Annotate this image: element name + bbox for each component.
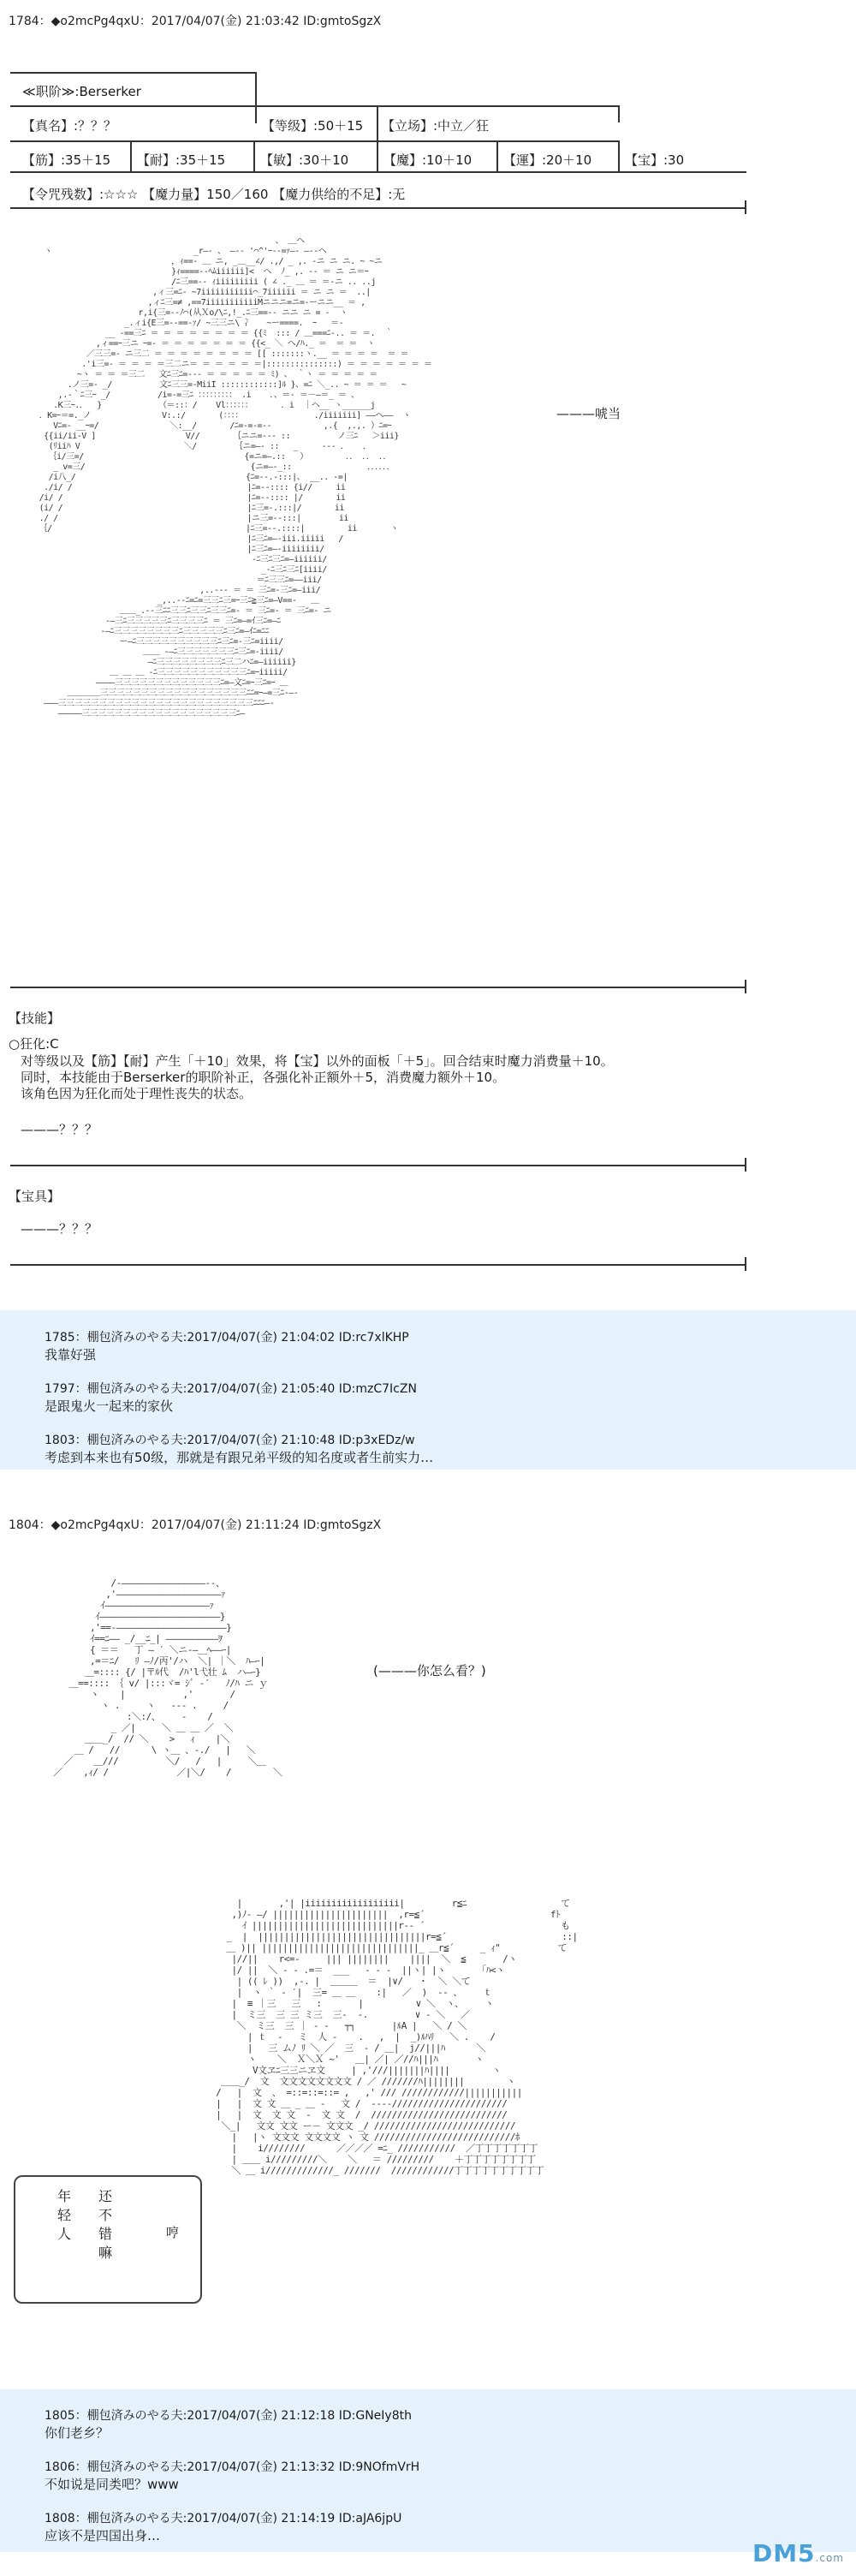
speech-bubble-question: (———你怎么看？)	[373, 1663, 486, 1679]
reply-header: 1806：棚包済みのやる夫:2017/04/07(金) 21:13:32 ID:9NOfmVrH	[45, 2460, 420, 2474]
speech-col-2: 还 不 错 嘛	[98, 2188, 112, 2261]
reply-text: 我靠好强	[45, 1347, 97, 1363]
command-seals: 【令咒残数】:☆☆☆ 【魔力量】150／160 【魔力供给的不足】:无	[22, 187, 406, 202]
reply-header: 1785：棚包済みのやる夫:2017/04/07(金) 21:04:02 ID:rc7xlKHP	[45, 1331, 409, 1345]
np-title: 【宝具】	[9, 1189, 61, 1204]
speech-sfx: ———唬当	[556, 406, 621, 421]
skill-desc-3: 该角色因为狂化而处于理性丧失的状态。	[21, 1086, 253, 1101]
stat-agi: 【敏】:30＋10	[260, 152, 349, 168]
skill-desc-1: 对等级以及【筋】【耐】产生「＋10」效果，将【宝】以外的面板「＋5」。回合结束时魔力消费量＋10。	[21, 1053, 614, 1069]
site-watermark: DM5.com	[752, 2539, 844, 2567]
stat-str: 【筋】:35＋15	[22, 152, 111, 168]
stat-mag: 【魔】:10＋10	[383, 152, 473, 168]
level-value: 【等级】:50＋15	[262, 118, 364, 134]
skill-unknown: ———？？？	[21, 1122, 98, 1137]
ascii-art-character: /‐――――――――――――――――-‐、 ,'――――――――――――――――――――ｧ ｲ――――――――――――――――――――ｧ ｲ―――――――――――――――――――――――} ,'==‐―――――――――――――――――――――} ｲ==ﾆ―― _/__ﾆ_| ――――――――――ｦ { ＝＝ 丁 ― ′ ＼ニ‐―＿ﾍ――ｰ| ,=＝ﾆ/ ﾘ ―ﾉ/丙'/ハ ＼| ｜＼ ﾊ―ｰ| ＿=:::: {/ |〒ﾙ代 /ﾊ'l弋壮 ﾑ ハ―ｰ} ＿==:::: ｛ v/ |:::ヾ= ｼﾞ ‐′ ﾉ/ﾊ ニ ｙ ヽ | ,' / ヽ . ヽ ‐‐‐ . / :＼:/、 ‐ / _ ／| ＼ ＿ ＿ ／ ＼ ＿＿_/ // ＼ > ｨ |＼ ＿ / // \ ヽ＿ 、‐./ | ＼ ／ ＿/// ＼/ / | ＼＿ ／ ,ｨ/ / ／|＼/ / ＼	[53, 1577, 282, 1778]
speech-col-1: 年 轻 人	[56, 2188, 71, 2242]
ascii-art-elder: | ,'| |iiiiiiiiiiiiiiiiii| r≦ﾆ て ,)ﾉ‐ ―/ |||||||||||||||||||||| ,r=≦´ fﾄ ｲ ||||||||||||||||||||||||||||r-‐ ´ も _ | ||||||||||||||||||||||||||||||||r=≦´ ::| ＿ )|| ||||||||||||||||||||||||||||||_ ＿r≦´ _ ｨ" て |//|| r<=- ||| |||||||| |||| ＼ ≦ /ヽ |/ || ＼ - ‐ .=＝ ___ ‐ - ‐ ||ヽ| |ヽ 「ﾊ<ヽ | (( ﾚ )) ,-. | ＿＿＿ ＝ |∨/ ・ ＼ ＼て | ヽ ｀ ‐ ′| 三= ＿ ＿ :| ／ ) -‐ 、 ｔ | ≡ ｜三 三 : | ∨ ＼ ヽ、 ヽ | ミ三 三 三 ミ三 三‐ ‐. ∨ ‐ ＼ ／ ＼ ミ三 三 ｜ - ‐ ┬┐ |ﾙA | ＼ / ＼ | ｔ ‐ ミ 人 ‐ . , | _)ﾙﾊﾘ ＼ . / | 三 ムﾉ ﾘ ＼ ／ 三 ‐ / ＿| j//|||ﾊ ＼ ヽ ＼ Ｘ＼Ｘ ~' ＿| ／| ／//ﾊ|||ﾊ ヽ V文ヱﾆ三三ニヱ文 | ,'///|||||||ﾊ|||| ヽ ＿＿_/ 文 文文文文文文文文 / ／ ///////ﾊ|||||||| ヽ / | 文 、 =::=::=::= , ,' /// ////////////||||||||||| | | 文 文 ＿ _ ＿ ‐ 文 / ‐‐‐‐////////////////////// | | 文 文 文 ‐ 文 文 / ////////////////////////// ＼_| 文文 文文 ー－ 文文文 _/ /////////////////////////// | |ヽ 文文文 文文文文 ヽ 文 ///////////////////////////ﾎ | i//////// ／／／／ =ﾆ_ /////////// ／丁丁丁丁丁丁丁 | ＿＿ i/////////＼ ＼ ＝ ///////// ＋丁丁丁丁丁丁丁丁 ＼ ＿ i/////////////_ /////// ////////////丁丁丁丁丁丁丁丁丁丁	[216, 1898, 578, 2176]
post-header: 1784：◆o2mcPg4qxU：2017/04/07(金) 21:03:42 ID:gmtoSgzX	[9, 15, 382, 28]
reply-text: 是跟鬼火一起来的家伙	[45, 1398, 174, 1414]
reply-header: 1805：棚包済みのやる夫:2017/04/07(金) 21:12:18 ID:GNeIy8th	[45, 2409, 412, 2423]
stat-np: 【宝】:30	[625, 152, 685, 168]
ascii-art-berserker: 、 ＿ヘ ヽ _r―‐ 、 ―‐‐ '⌒^'ｰ‐-=ｧ―- ―‐‐ヘ ，ｨ==‐ ＿ ニ, _＿__∠/ .,/ _ ,. ‐ニ ニ ニ. ~ ~ニ }ｨ====‐-ﾍﾑiiiiii]< へ ﾉ_ ,. -‐ ＝ ニ ニ＝ｰ /ﾆ三==-‐ ｨiiiiiiiii ( ∠ ._ ＿ ＝ ＝‐ニ .. ..j ,ィ三=ﾆ‐ ~7iiiiiiiiiii⌒_7iiiiii ＝ ニ ニ ＝ ..| ,ィﾆ三=≠ ,==7iiiiiiiiiiiMニニニ=ニ=‐ーニニ__ ＝ , r,i{三=-‐ﾉ⌒(从Ｘo/\ﾆ,!_.ﾆ三==-‐ ニニ ニ = ‐ ヽ _.ィi{E三=-‐==-ｧ/ ~三三ニ\ 冫 ~ー====. ｰ ＝‐ __ -==三ﾆ ＝ ＝ ＝ ＝ ＝ ＝ ＝ ＝ {{ﾐ ::: / ＿===ﾆ‐.. ＝ ＝. ｀ ,ィ==ｰ三ニ ｰ=‐ ＝ ＝ ＝ ＝ ＝ ＝ ＝ {{<_ ＼ ヘ/ﾊ._ ＝ ＝ ＝ ヽ ／三三=‐ ニ三二 ＝ ＝ ＝ ＝ ＝ ＝ ＝ ＝ [[ :::::::ヽ.__ ＝ ＝ ＝ ＝ ＝ ＝ .'i三=‐ ＝ ＝ ＝ ＝三二ニ＝ ＝ ＝ ＝ ＝ ＝|:::::::::::::::) ＝ ＝ ＝ ＝ ＝ ＝ ＝ ~ヽ ＝ ＝ ＝三二 文ﾆ三ﾆ=-‐- ＝ ＝ ＝ ＝ ＝ ﾐ) 、 ｀ヽ ＝ ＝ ＝ ＝ ＝ .ノ三=‐ _/ 文ﾆ三三=‐MiiI ::::::::::::]ﾙ }、=ﾆ ＼_.. ~ ＝ ＝ ＝ ~ ,.-｀ﾆ三ｰ _/ /i=-=三ﾆ ：：：：：：：：： .i ．、＝‐ ＝－―＝_ ＝ 、 .K三ｰ.． } （＝::：/ Vl：：：：：： ．i ｜ヘ__ ヽ______j ．K=ｰ＝=._ノ V:.:/ (：：：： ./iiiiiii] ――ヘ―― ヽ Vﾆ=‐ __ｰ=/ ＼:__/ /ﾆ=‐=‐=‐- ,.{ ,.,. ）ﾆ=ｰ {{ii/ii-V ] V// ｛ニニ=-‐- :: ノ三ﾆ ＞iii} (ﾘiiﾊ V ＼/ ｛ニ=―‐ :: _ ‐‐- ． ． ｛i/三=/ {=ニ=―.:: ） ．． ．． ．． _ v=三/ {ニ=―‐_:: ．．．．．． /i八_/ {ﾆ=--.-:::|、 __.. -=| ./i/ / |ﾆ=--:::: {i// ii /i/ / |ﾆ=--:::: |/ ii (i/ / |ﾆ三=-.:::|/ ii ./ / |ニ三=--:::| ii ｛/ |ﾆ三=--.::::| ii ヽ |ﾆ三ﾆ=―‐iii.iiiii / |ﾆ三ﾆ=―‐iiiiiiii/ ‐ﾆ三ﾆ三ﾆ=―iiiiii/ _-ﾆ三ﾆ三ﾆ[iiii/ ＝ﾆ三三ﾆ=――iii/ ,..--‐ ＝ ＝ 三ﾆ=‐三ﾆ=―iii/ _,..-‐ﾆ=ﾆ=三三ﾆ三=ｰ三ﾆ≧三ﾆ=―V==- ＿ ＿＿_.--三ﾆﾆ三三ﾆ三三ﾆ三三ﾆ=‐ ＝ 三ﾆ=‐ ＝ 三ﾆ=‐ ニ -―三ﾆ三三三三三ﾆ三三三三ﾆ ＝ 三ﾆ=―=ｲ三ﾆ=―ﾆ ‐―ﾆ三三三三三三三三ﾆ三三三三三ﾆ三ﾆ=―ｲﾆ=ﾆﾆ ー―ﾆ三三三三三三三三三三ﾆ三ﾆ=‐三ﾆ=iiii/ ＿＿ ‐―ﾆ三三三三三三三ﾆ三ﾆ=‐iiii/ ―ﾆ三三三三三三三三ﾆ三二ハﾆ=―iiiiii} ＿ ＿ ＿ ‐ﾆ三三三三三三三三三三三ﾆ=ｰiiiii/ ――――三三三三三三三三三三三三三ﾆ=―文ﾆ=ｰ三ﾆ=ｰ ＿ ＿＿＿＿三三三三三三三三三三三三三三三三三三ﾆﾆ=ｰ―=三ﾆ‐―‐ ―――三三三三三三三三三三三三三三三三三三三三三三三三ﾆﾆﾆ―‐ ―――――三三三三三三三三三三三三三三三三三三三ﾆ―	[39, 236, 432, 719]
stance-value: 【立场】:中立／狂	[382, 118, 490, 134]
skill-name: ○狂化:C	[9, 1036, 59, 1052]
true-name: 【真名】:？？？	[22, 118, 117, 134]
reply-text: 考虑到本来也有50级，那就是有跟兄弟平级的知名度或者生前实力…	[45, 1450, 434, 1465]
speech-hmph: 哼	[166, 2225, 180, 2240]
stat-end: 【耐】:35＋15	[137, 152, 226, 168]
np-unknown: ———？？？	[21, 1221, 98, 1237]
reply-text: 应该不是四国出身…	[45, 2528, 161, 2543]
reply-text: 不如说是同类吧？www	[45, 2477, 179, 2492]
skills-title: 【技能】	[9, 1011, 61, 1026]
post-header: 1804：◆o2mcPg4qxU：2017/04/07(金) 21:11:24 ID:gmtoSgzX	[9, 1518, 382, 1532]
reply-header: 1803：棚包済みのやる夫:2017/04/07(金) 21:10:48 ID:p3xEDz/w	[45, 1434, 415, 1447]
reply-header: 1797：棚包済みのやる夫:2017/04/07(金) 21:05:40 ID:mzC7IcZN	[45, 1382, 417, 1396]
class-label: ≪职阶≫:Berserker	[22, 84, 141, 99]
skill-desc-2: 同时，本技能由于Berserker的职阶补正，各强化补正额外＋5，消费魔力额外＋10。	[21, 1070, 506, 1085]
reply-text: 你们老乡？	[45, 2425, 110, 2441]
stat-luck: 【運】:20＋10	[503, 152, 592, 168]
reply-header: 1808：棚包済みのやる夫:2017/04/07(金) 21:14:19 ID:aJA6jpU	[45, 2512, 402, 2525]
